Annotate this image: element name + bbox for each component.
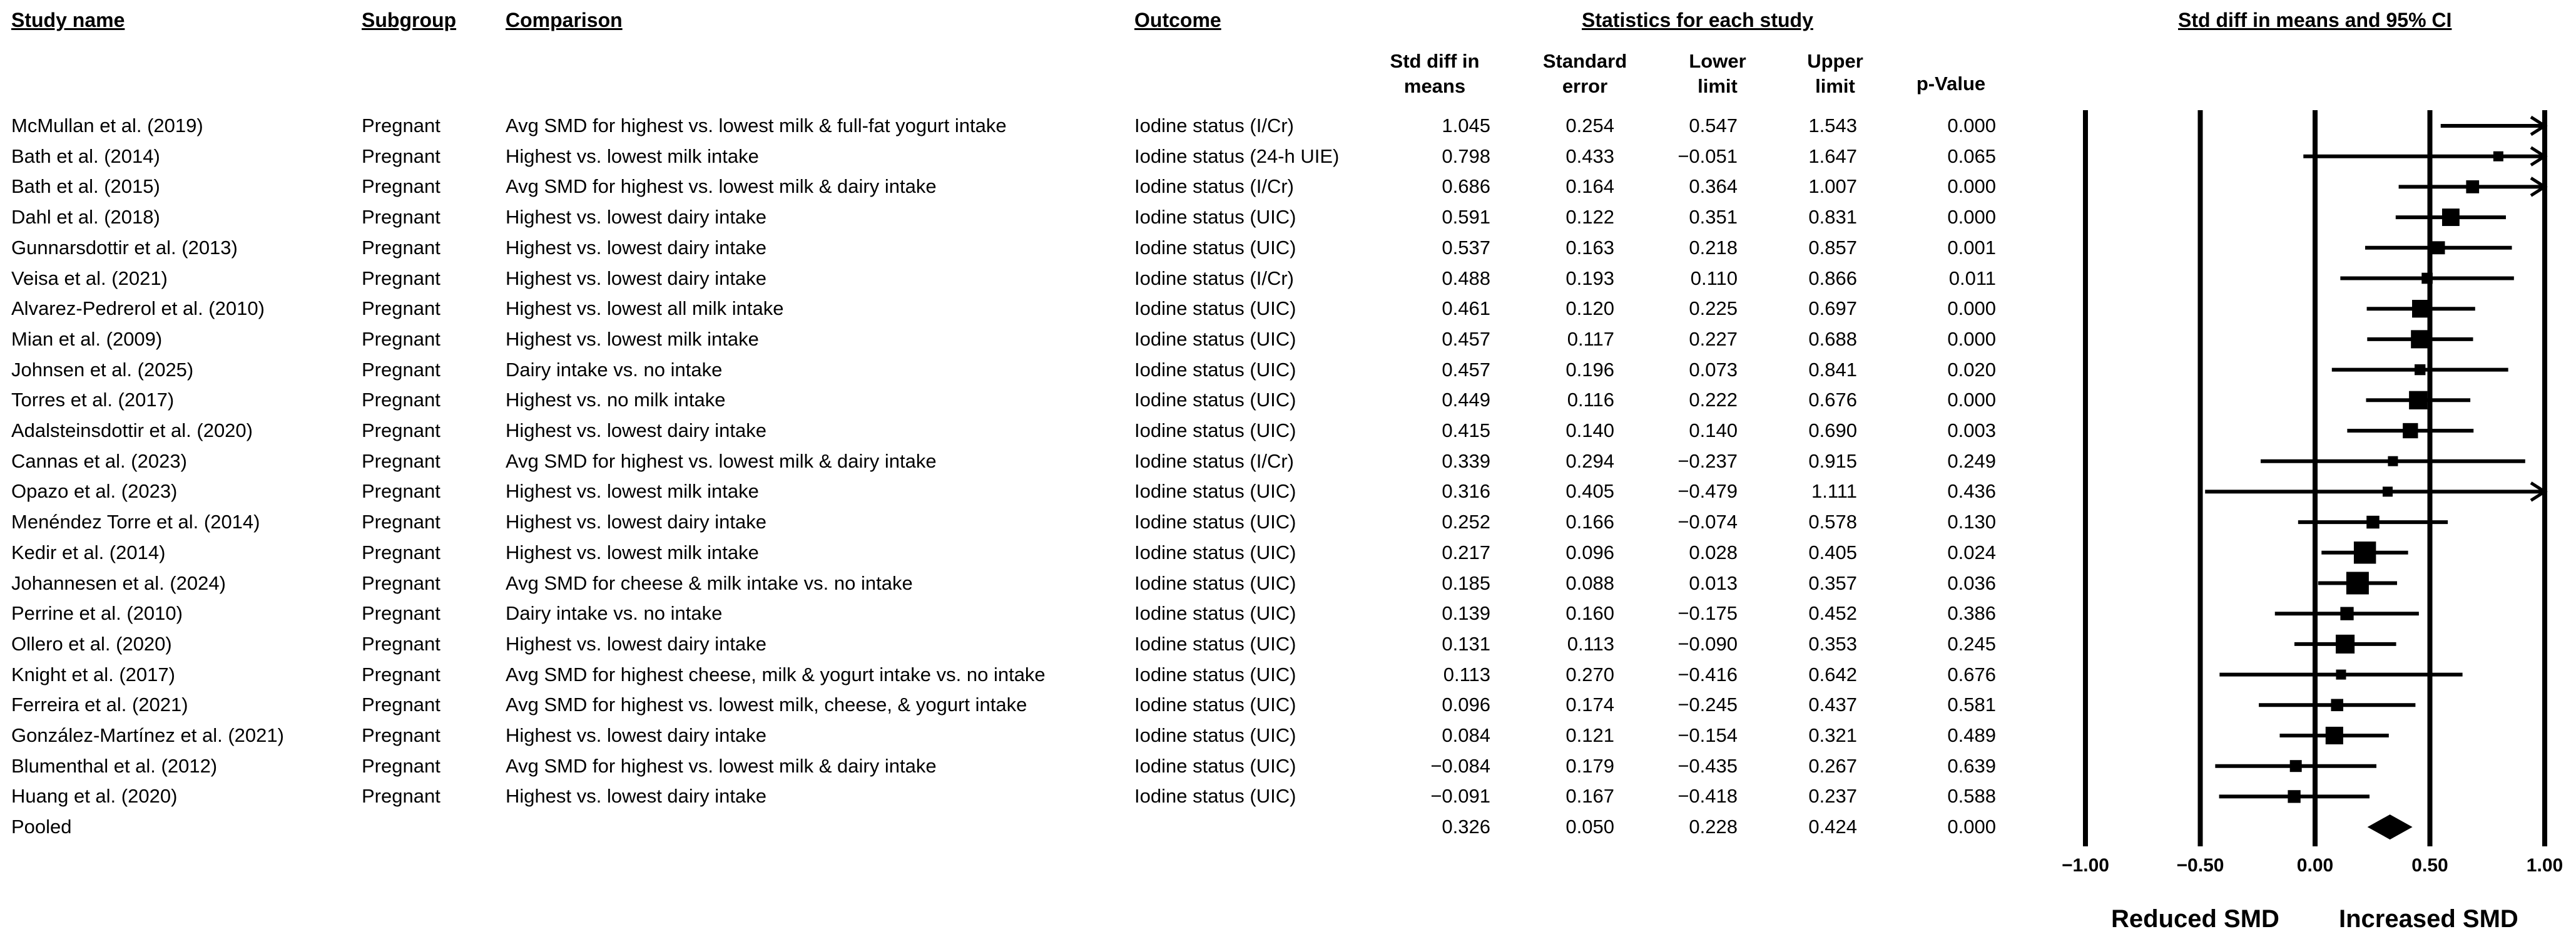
upper-limit-cell: 0.267 bbox=[1808, 754, 1857, 777]
lower-limit-cell: −0.245 bbox=[1677, 694, 1738, 716]
p-value-cell: 0.003 bbox=[1947, 419, 1996, 441]
std-error-cell: 0.164 bbox=[1565, 175, 1614, 198]
std-diff-cell: 0.185 bbox=[1442, 572, 1490, 594]
comparison-cell: Highest vs. lowest dairy intake bbox=[506, 511, 766, 533]
comparison-cell: Highest vs. lowest milk intake bbox=[506, 145, 759, 167]
p-value-cell: 0.676 bbox=[1947, 663, 1996, 685]
study-name-cell: Johnsen et al. (2025) bbox=[11, 358, 194, 381]
lower-limit-cell: −0.074 bbox=[1677, 511, 1738, 533]
subgroup-cell: Pregnant bbox=[362, 419, 440, 441]
outcome-cell: Iodine status (UIC) bbox=[1134, 572, 1296, 594]
p-value-cell: 0.000 bbox=[1947, 327, 1996, 350]
study-point bbox=[2326, 727, 2343, 744]
upper-limit-cell: 0.642 bbox=[1808, 663, 1857, 685]
study-name-cell: González-Martínez et al. (2021) bbox=[11, 724, 284, 746]
std-diff-cell: 0.457 bbox=[1442, 358, 1490, 381]
upper-limit-cell: 0.697 bbox=[1808, 297, 1857, 320]
std-diff-cell: 0.339 bbox=[1442, 449, 1490, 472]
subgroup-cell: Pregnant bbox=[362, 449, 440, 472]
std-diff-cell: −0.084 bbox=[1430, 754, 1490, 777]
std-diff-cell: 0.326 bbox=[1442, 816, 1490, 838]
comparison-cell: Highest vs. lowest milk intake bbox=[506, 480, 759, 503]
header-outcome: Outcome bbox=[1134, 9, 1221, 31]
study-name-cell: Veisa et al. (2021) bbox=[11, 267, 168, 289]
upper-limit-cell: 1.007 bbox=[1808, 175, 1857, 198]
study-point bbox=[2354, 541, 2376, 563]
subgroup-cell: Pregnant bbox=[362, 236, 440, 259]
std-error-cell: 0.270 bbox=[1565, 663, 1614, 685]
study-name-cell: Ollero et al. (2020) bbox=[11, 632, 172, 655]
lower-limit-cell: 0.013 bbox=[1689, 572, 1738, 594]
subgroup-cell: Pregnant bbox=[362, 694, 440, 716]
p-value-cell: 0.011 bbox=[1948, 267, 1996, 289]
tick-label: −0.50 bbox=[2176, 855, 2224, 876]
upper-limit-cell: 0.452 bbox=[1808, 602, 1857, 625]
outcome-cell: Iodine status (UIC) bbox=[1134, 236, 1296, 259]
study-name-cell: Knight et al. (2017) bbox=[11, 663, 175, 685]
header-study-name: Study name bbox=[11, 9, 125, 31]
subgroup-cell: Pregnant bbox=[362, 358, 440, 381]
comparison-cell: Highest vs. lowest dairy intake bbox=[506, 724, 766, 746]
study-name-cell: Huang et al. (2020) bbox=[11, 785, 178, 808]
subgroup-cell: Pregnant bbox=[362, 511, 440, 533]
comparison-cell: Highest vs. lowest milk intake bbox=[506, 541, 759, 563]
p-value-cell: 0.001 bbox=[1947, 236, 1996, 259]
upper-limit-cell: 1.111 bbox=[1811, 480, 1857, 503]
std-error-cell: 0.166 bbox=[1565, 511, 1614, 533]
outcome-cell: Iodine status (UIC) bbox=[1134, 694, 1296, 716]
header-std-diff: Std diff in means bbox=[1390, 50, 1480, 97]
std-error-cell: 0.121 bbox=[1565, 724, 1614, 746]
subgroup-cell: Pregnant bbox=[362, 754, 440, 777]
study-name-cell: Pooled bbox=[11, 816, 72, 838]
p-value-cell: 0.588 bbox=[1947, 785, 1996, 808]
tick-label: 0.00 bbox=[2296, 855, 2334, 876]
outcome-cell: Iodine status (UIC) bbox=[1134, 389, 1296, 411]
comparison-cell: Highest vs. no milk intake bbox=[506, 389, 726, 411]
header-comparison: Comparison bbox=[506, 9, 623, 31]
subgroup-cell: Pregnant bbox=[362, 632, 440, 655]
std-diff-cell: 0.096 bbox=[1442, 694, 1490, 716]
study-point bbox=[2493, 151, 2503, 162]
std-diff-cell: −0.091 bbox=[1430, 785, 1490, 808]
pooled-diamond bbox=[2368, 814, 2413, 839]
p-value-cell: 0.000 bbox=[1947, 389, 1996, 411]
std-error-cell: 0.405 bbox=[1565, 480, 1614, 503]
std-diff-cell: 0.537 bbox=[1442, 236, 1490, 259]
study-name-cell: Mian et al. (2009) bbox=[11, 327, 163, 350]
study-point bbox=[2442, 208, 2460, 226]
subgroup-cell: Pregnant bbox=[362, 541, 440, 563]
std-error-cell: 0.122 bbox=[1565, 206, 1614, 228]
p-value-cell: 0.000 bbox=[1947, 175, 1996, 198]
comparison-cell: Avg SMD for highest cheese, milk & yogurt intake vs. no intake bbox=[506, 663, 1046, 685]
lower-limit-cell: 0.228 bbox=[1689, 816, 1738, 838]
std-error-cell: 0.193 bbox=[1565, 267, 1614, 289]
comparison-cell: Highest vs. lowest milk intake bbox=[506, 327, 759, 350]
subgroup-cell: Pregnant bbox=[362, 724, 440, 746]
std-error-cell: 0.163 bbox=[1565, 236, 1614, 259]
lower-limit-cell: 0.222 bbox=[1689, 389, 1738, 411]
outcome-cell: Iodine status (I/Cr) bbox=[1134, 449, 1294, 472]
std-error-cell: 0.167 bbox=[1565, 785, 1614, 808]
study-point bbox=[2388, 456, 2398, 466]
lower-limit-cell: −0.237 bbox=[1677, 449, 1738, 472]
std-error-cell: 0.116 bbox=[1567, 389, 1614, 411]
upper-limit-cell: 0.321 bbox=[1808, 724, 1857, 746]
study-name-cell: Blumenthal et al. (2012) bbox=[11, 754, 218, 777]
p-value-cell: 0.581 bbox=[1947, 694, 1996, 716]
outcome-cell: Iodine status (UIC) bbox=[1134, 419, 1296, 441]
comparison-cell: Avg SMD for highest vs. lowest milk & full-fat yogurt intake bbox=[506, 115, 1007, 136]
subgroup-cell: Pregnant bbox=[362, 389, 440, 411]
study-name-cell: Menéndez Torre et al. (2014) bbox=[11, 511, 260, 533]
std-diff-cell: 0.131 bbox=[1442, 632, 1490, 655]
lower-limit-cell: −0.416 bbox=[1677, 663, 1738, 685]
lower-limit-cell: 0.110 bbox=[1690, 267, 1738, 289]
lower-limit-cell: 0.218 bbox=[1689, 236, 1738, 259]
lower-limit-cell: −0.154 bbox=[1677, 724, 1738, 746]
comparison-cell: Highest vs. lowest dairy intake bbox=[506, 632, 766, 655]
comparison-cell: Avg SMD for highest vs. lowest milk & dairy intake bbox=[506, 449, 937, 472]
std-error-cell: 0.196 bbox=[1565, 358, 1614, 381]
header-lower-limit: Lower limit bbox=[1689, 50, 1746, 97]
study-name-cell: Opazo et al. (2023) bbox=[11, 480, 178, 503]
subgroup-cell: Pregnant bbox=[362, 663, 440, 685]
study-point bbox=[2346, 572, 2369, 595]
std-diff-cell: 0.084 bbox=[1442, 724, 1490, 746]
lower-limit-cell: −0.418 bbox=[1677, 785, 1738, 808]
p-value-cell: 0.036 bbox=[1947, 572, 1996, 594]
study-point bbox=[2403, 423, 2418, 438]
p-value-cell: 0.020 bbox=[1947, 358, 1996, 381]
comparison-cell: Highest vs. lowest all milk intake bbox=[506, 297, 784, 320]
outcome-cell: Iodine status (UIC) bbox=[1134, 754, 1296, 777]
p-value-cell: 0.000 bbox=[1947, 297, 1996, 320]
lower-limit-cell: 0.547 bbox=[1689, 115, 1738, 136]
comparison-cell: Highest vs. lowest dairy intake bbox=[506, 785, 766, 808]
p-value-cell: 0.024 bbox=[1947, 541, 1996, 563]
outcome-cell: Iodine status (UIC) bbox=[1134, 327, 1296, 350]
outcome-cell: Iodine status (UIC) bbox=[1134, 511, 1296, 533]
study-point bbox=[2336, 670, 2346, 680]
upper-limit-cell: 0.690 bbox=[1808, 419, 1857, 441]
std-error-cell: 0.294 bbox=[1565, 449, 1614, 472]
comparison-cell: Avg SMD for highest vs. lowest milk & dairy intake bbox=[506, 754, 937, 777]
p-value-cell: 0.000 bbox=[1947, 206, 1996, 228]
study-name-cell: Bath et al. (2014) bbox=[11, 145, 160, 167]
lower-limit-cell: −0.175 bbox=[1677, 602, 1738, 625]
study-point bbox=[2340, 607, 2353, 620]
study-name-cell: Adalsteinsdottir et al. (2020) bbox=[11, 419, 253, 441]
outcome-cell: Iodine status (UIC) bbox=[1134, 297, 1296, 320]
upper-limit-cell: 0.353 bbox=[1808, 632, 1857, 655]
std-diff-cell: 0.217 bbox=[1442, 541, 1490, 563]
study-point bbox=[2366, 516, 2379, 528]
p-value-cell: 0.000 bbox=[1947, 115, 1996, 136]
study-name-cell: Alvarez-Pedrerol et al. (2010) bbox=[11, 297, 265, 320]
lower-limit-cell: −0.051 bbox=[1677, 145, 1738, 167]
outcome-cell: Iodine status (UIC) bbox=[1134, 785, 1296, 808]
comparison-cell: Avg SMD for cheese & milk intake vs. no intake bbox=[506, 572, 913, 594]
header-std-error: Standard error bbox=[1542, 50, 1627, 97]
std-diff-cell: 0.488 bbox=[1442, 267, 1490, 289]
upper-limit-cell: 0.915 bbox=[1808, 449, 1857, 472]
outcome-cell: Iodine status (UIC) bbox=[1134, 358, 1296, 381]
subgroup-cell: Pregnant bbox=[362, 175, 440, 198]
std-diff-cell: 0.449 bbox=[1442, 389, 1490, 411]
increased-smd-label: Increased SMD bbox=[2339, 905, 2518, 933]
subgroup-cell: Pregnant bbox=[362, 480, 440, 503]
p-value-cell: 0.249 bbox=[1947, 449, 1996, 472]
std-diff-cell: 0.798 bbox=[1442, 145, 1490, 167]
lower-limit-cell: 0.028 bbox=[1689, 541, 1738, 563]
std-error-cell: 0.120 bbox=[1565, 297, 1614, 320]
std-error-cell: 0.254 bbox=[1565, 115, 1614, 136]
header-p-value: p-Value bbox=[1916, 73, 1986, 95]
comparison-cell: Highest vs. lowest dairy intake bbox=[506, 419, 766, 441]
comparison-cell: Highest vs. lowest dairy intake bbox=[506, 206, 766, 228]
std-diff-cell: 0.113 bbox=[1443, 663, 1490, 685]
std-diff-cell: 0.461 bbox=[1442, 297, 1490, 320]
outcome-cell: Iodine status (24-h UIE) bbox=[1134, 145, 1340, 167]
study-point bbox=[2412, 300, 2430, 317]
study-name-cell: McMullan et al. (2019) bbox=[11, 115, 203, 136]
upper-limit-cell: 0.676 bbox=[1808, 389, 1857, 411]
study-name-cell: Torres et al. (2017) bbox=[11, 389, 175, 411]
std-error-cell: 0.174 bbox=[1565, 694, 1614, 716]
outcome-cell: Iodine status (UIC) bbox=[1134, 663, 1296, 685]
std-diff-cell: 1.045 bbox=[1442, 115, 1490, 136]
std-error-cell: 0.140 bbox=[1565, 419, 1614, 441]
upper-limit-cell: 0.357 bbox=[1808, 572, 1857, 594]
p-value-cell: 0.000 bbox=[1947, 816, 1996, 838]
header-plot-title: Std diff in means and 95% CI bbox=[2178, 9, 2452, 31]
p-value-cell: 0.245 bbox=[1947, 632, 1996, 655]
std-error-cell: 0.117 bbox=[1567, 327, 1614, 350]
comparison-cell: Dairy intake vs. no intake bbox=[506, 358, 723, 381]
lower-limit-cell: 0.225 bbox=[1689, 297, 1738, 320]
tick-label: −1.00 bbox=[2062, 855, 2109, 876]
lower-limit-cell: 0.140 bbox=[1689, 419, 1738, 441]
tick-label: 1.00 bbox=[2526, 855, 2563, 876]
lower-limit-cell: −0.435 bbox=[1677, 754, 1738, 777]
header-subgroup: Subgroup bbox=[362, 9, 457, 31]
study-name-cell: Gunnarsdottir et al. (2013) bbox=[11, 236, 238, 259]
comparison-cell: Highest vs. lowest dairy intake bbox=[506, 236, 766, 259]
study-point bbox=[2466, 180, 2479, 193]
outcome-cell: Iodine status (UIC) bbox=[1134, 206, 1296, 228]
study-point bbox=[2415, 364, 2425, 375]
subgroup-cell: Pregnant bbox=[362, 267, 440, 289]
std-error-cell: 0.088 bbox=[1565, 572, 1614, 594]
study-point bbox=[2331, 699, 2343, 712]
std-diff-cell: 0.252 bbox=[1442, 511, 1490, 533]
subgroup-cell: Pregnant bbox=[362, 327, 440, 350]
p-value-cell: 0.065 bbox=[1947, 145, 1996, 167]
lower-limit-cell: 0.364 bbox=[1689, 175, 1738, 198]
comparison-cell: Dairy intake vs. no intake bbox=[506, 602, 723, 625]
std-error-cell: 0.050 bbox=[1565, 816, 1614, 838]
std-error-cell: 0.113 bbox=[1567, 632, 1614, 655]
std-diff-cell: 0.139 bbox=[1442, 602, 1490, 625]
outcome-cell: Iodine status (UIC) bbox=[1134, 602, 1296, 625]
p-value-cell: 0.639 bbox=[1947, 754, 1996, 777]
header-upper-limit: Upper limit bbox=[1807, 50, 1863, 97]
study-point bbox=[2288, 790, 2300, 803]
outcome-cell: Iodine status (I/Cr) bbox=[1134, 175, 1294, 198]
std-diff-cell: 0.415 bbox=[1442, 419, 1490, 441]
lower-limit-cell: 0.351 bbox=[1689, 206, 1738, 228]
study-point bbox=[2409, 391, 2427, 409]
upper-limit-cell: 0.437 bbox=[1808, 694, 1857, 716]
upper-limit-cell: 0.831 bbox=[1808, 206, 1857, 228]
comparison-cell: Avg SMD for highest vs. lowest milk, cheese, & yogurt intake bbox=[506, 694, 1027, 716]
comparison-cell: Avg SMD for highest vs. lowest milk & dairy intake bbox=[506, 175, 937, 198]
study-point bbox=[2336, 635, 2355, 654]
upper-limit-cell: 0.237 bbox=[1808, 785, 1857, 808]
upper-limit-cell: 0.424 bbox=[1808, 816, 1857, 838]
comparison-cell: Highest vs. lowest dairy intake bbox=[506, 267, 766, 289]
subgroup-cell: Pregnant bbox=[362, 115, 440, 136]
std-error-cell: 0.179 bbox=[1565, 754, 1614, 777]
std-diff-cell: 0.591 bbox=[1442, 206, 1490, 228]
outcome-cell: Iodine status (I/Cr) bbox=[1134, 115, 1294, 136]
reduced-smd-label: Reduced SMD bbox=[2111, 905, 2279, 933]
subgroup-cell: Pregnant bbox=[362, 785, 440, 808]
p-value-cell: 0.489 bbox=[1947, 724, 1996, 746]
header-statistics-group: Statistics for each study bbox=[1582, 9, 1813, 31]
subgroup-cell: Pregnant bbox=[362, 145, 440, 167]
lower-limit-cell: 0.227 bbox=[1689, 327, 1738, 350]
std-error-cell: 0.160 bbox=[1565, 602, 1614, 625]
std-error-cell: 0.096 bbox=[1565, 541, 1614, 563]
p-value-cell: 0.436 bbox=[1947, 480, 1996, 503]
subgroup-cell: Pregnant bbox=[362, 297, 440, 320]
upper-limit-cell: 0.857 bbox=[1808, 236, 1857, 259]
study-name-cell: Perrine et al. (2010) bbox=[11, 602, 183, 625]
std-error-cell: 0.433 bbox=[1565, 145, 1614, 167]
subgroup-cell: Pregnant bbox=[362, 602, 440, 625]
upper-limit-cell: 0.841 bbox=[1808, 358, 1857, 381]
outcome-cell: Iodine status (UIC) bbox=[1134, 480, 1296, 503]
lower-limit-cell: −0.090 bbox=[1677, 632, 1738, 655]
outcome-cell: Iodine status (UIC) bbox=[1134, 632, 1296, 655]
outcome-cell: Iodine status (UIC) bbox=[1134, 541, 1296, 563]
subgroup-cell: Pregnant bbox=[362, 206, 440, 228]
outcome-cell: Iodine status (UIC) bbox=[1134, 724, 1296, 746]
tick-label: 0.50 bbox=[2411, 855, 2448, 876]
p-value-cell: 0.130 bbox=[1947, 511, 1996, 533]
std-diff-cell: 0.457 bbox=[1442, 327, 1490, 350]
study-name-cell: Bath et al. (2015) bbox=[11, 175, 160, 198]
lower-limit-cell: 0.073 bbox=[1689, 358, 1738, 381]
upper-limit-cell: 0.405 bbox=[1808, 541, 1857, 563]
std-diff-cell: 0.686 bbox=[1442, 175, 1490, 198]
upper-limit-cell: 1.543 bbox=[1808, 115, 1857, 136]
study-name-cell: Dahl et al. (2018) bbox=[11, 206, 160, 228]
outcome-cell: Iodine status (I/Cr) bbox=[1134, 267, 1294, 289]
study-point bbox=[2432, 241, 2445, 254]
std-diff-cell: 0.316 bbox=[1442, 480, 1490, 503]
upper-limit-cell: 1.647 bbox=[1808, 145, 1857, 167]
upper-limit-cell: 0.866 bbox=[1808, 267, 1857, 289]
upper-limit-cell: 0.578 bbox=[1808, 511, 1857, 533]
study-name-cell: Cannas et al. (2023) bbox=[11, 449, 187, 472]
subgroup-cell: Pregnant bbox=[362, 572, 440, 594]
study-name-cell: Ferreira et al. (2021) bbox=[11, 694, 188, 716]
upper-limit-cell: 0.688 bbox=[1808, 327, 1857, 350]
p-value-cell: 0.386 bbox=[1947, 602, 1996, 625]
study-point bbox=[2421, 273, 2433, 284]
lower-limit-cell: −0.479 bbox=[1677, 480, 1738, 503]
study-name-cell: Kedir et al. (2014) bbox=[11, 541, 166, 563]
study-point bbox=[2290, 760, 2302, 772]
study-point bbox=[2411, 330, 2429, 348]
study-name-cell: Johannesen et al. (2024) bbox=[11, 572, 226, 594]
study-point bbox=[2383, 486, 2393, 496]
